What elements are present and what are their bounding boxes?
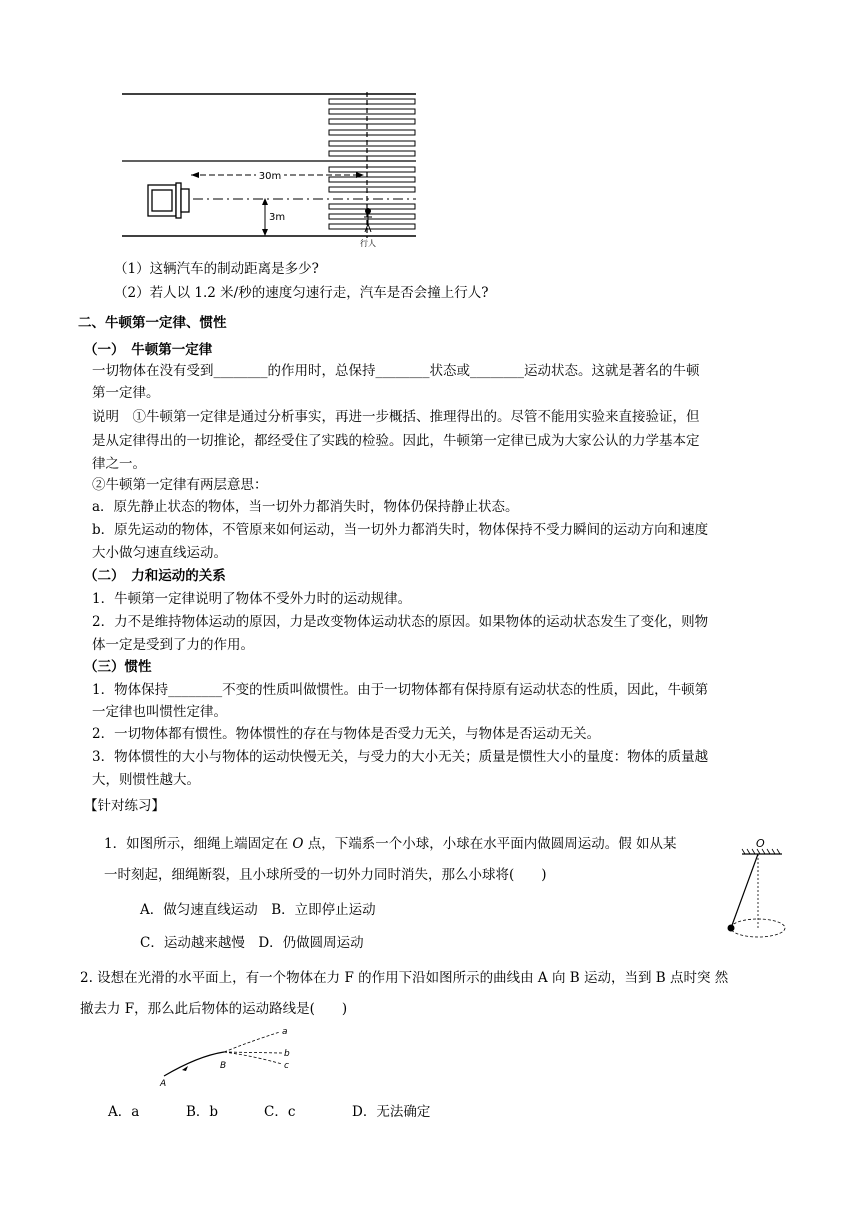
road-crossing-figure	[118, 88, 420, 250]
q1-options-ab: A．做匀速直线运动 B．立即停止运动	[140, 902, 376, 918]
inertia-item-2: 2．一切物体都有惯性。物体惯性的存在与物体是否受力无关，与物体是否运动无关。	[92, 726, 601, 742]
label-a: a	[282, 1027, 288, 1037]
pedestrian-label: 行人	[360, 239, 376, 248]
q2-option-c: C．c	[264, 1104, 296, 1120]
inertia-item-3a: 3．物体惯性的大小与物体的运动快慢无关，与受力的大小无关；质量是惯性大小的量度：物体的质量越	[92, 749, 709, 765]
offset-label: 3m	[269, 212, 286, 223]
pendulum-figure	[718, 836, 798, 948]
q1-line1: 1．如图所示，细绳上端固定在 O 点，下端系一个小球，小球在水平面内做圆周运动。假 如从某	[104, 836, 677, 852]
question-2: （2）若人以 1.2 米/秒的速度匀速行走，汽车是否会撞上行人?	[114, 285, 489, 301]
inertia-item-3b: 大，则惯性越大。	[92, 772, 200, 788]
note-line2: 是从定律得出的一切推论，都经受住了实践的检验。因此，牛顿第一定律已成为大家公认的力学基本定	[92, 433, 700, 449]
note-line1: 说明 ①牛顿第一定律是通过分析事实，再进一步概括、推理得出的。尽管不能用实验来直接验证，但	[92, 409, 700, 425]
subsection-title-1: （一） 牛顿第一定律	[84, 342, 213, 358]
q2-option-d: D．无法确定	[352, 1104, 431, 1120]
note-line3: 律之一。	[92, 456, 146, 472]
point-b-line1: b．原先运动的物体，不管原来如何运动，当一切外力都消失时，物体保持不受力瞬间的运动方向和速度	[92, 522, 709, 538]
law-text-line2: 第一定律。	[92, 385, 160, 401]
relation-item-2b: 体一定是受到了力的作用。	[92, 637, 254, 653]
subsection-title-3: （三）惯性	[84, 659, 152, 675]
law-text-line1: 一切物体在没有受到________的作用时，总保持________状态或________运动状态。这就是著名的牛顿	[92, 363, 700, 379]
pendulum-o-label: O	[756, 837, 765, 850]
q2-line1: 2. 设想在光滑的水平面上，有一个物体在力 F 的作用下沿如图所示的曲线由 A 向 B 运动，当到 B 点时突 然	[80, 970, 729, 986]
inertia-item-1a: 1．物体保持________不变的性质叫做惯性。由于一切物体都有保持原有运动状态的性质，因此，牛顿第	[92, 682, 709, 698]
note-line4: ②牛顿第一定律有两层意思：	[92, 477, 268, 493]
q2-line2: 撤去力 F，那么此后物体的运动路线是( )	[80, 1001, 348, 1017]
relation-item-2a: 2．力不是维持物体运动的原因，力是改变物体运动状态的原因。如果物体的运动状态发生了变化，则物	[92, 614, 709, 630]
question-1: （1）这辆汽车的制动距离是多少?	[114, 261, 319, 277]
label-B: B	[220, 1061, 227, 1071]
ball-icon	[728, 925, 735, 932]
subsection-title-2: （二） 力和运动的关系	[84, 568, 226, 584]
label-A: A	[160, 1079, 167, 1088]
inertia-item-1b: 一定律也叫惯性定律。	[92, 704, 227, 720]
distance-label: 30m	[258, 171, 282, 182]
q2-option-b: B．b	[186, 1104, 219, 1120]
practice-title: 【针对练习】	[84, 798, 165, 814]
label-c: c	[284, 1061, 289, 1071]
q1-options-cd: C．运动越来越慢 D．仍做圆周运动	[140, 935, 364, 951]
q1-line2: 一时刻起，细绳断裂，且小球所受的一切外力同时消失，那么小球将( )	[104, 867, 547, 883]
label-b: b	[284, 1049, 290, 1059]
q2-option-a: A．a	[108, 1104, 140, 1120]
section-title: 二、牛顿第一定律、惯性	[78, 315, 227, 331]
point-b-line2: 大小做匀速直线运动。	[92, 545, 227, 561]
relation-item-1: 1．牛顿第一定律说明了物体不受外力时的运动规律。	[92, 591, 412, 607]
curve-figure	[158, 1026, 298, 1088]
point-a: a．原先静止状态的物体，当一切外力都消失时，物体仍保持静止状态。	[92, 499, 519, 515]
car-icon	[148, 183, 189, 218]
